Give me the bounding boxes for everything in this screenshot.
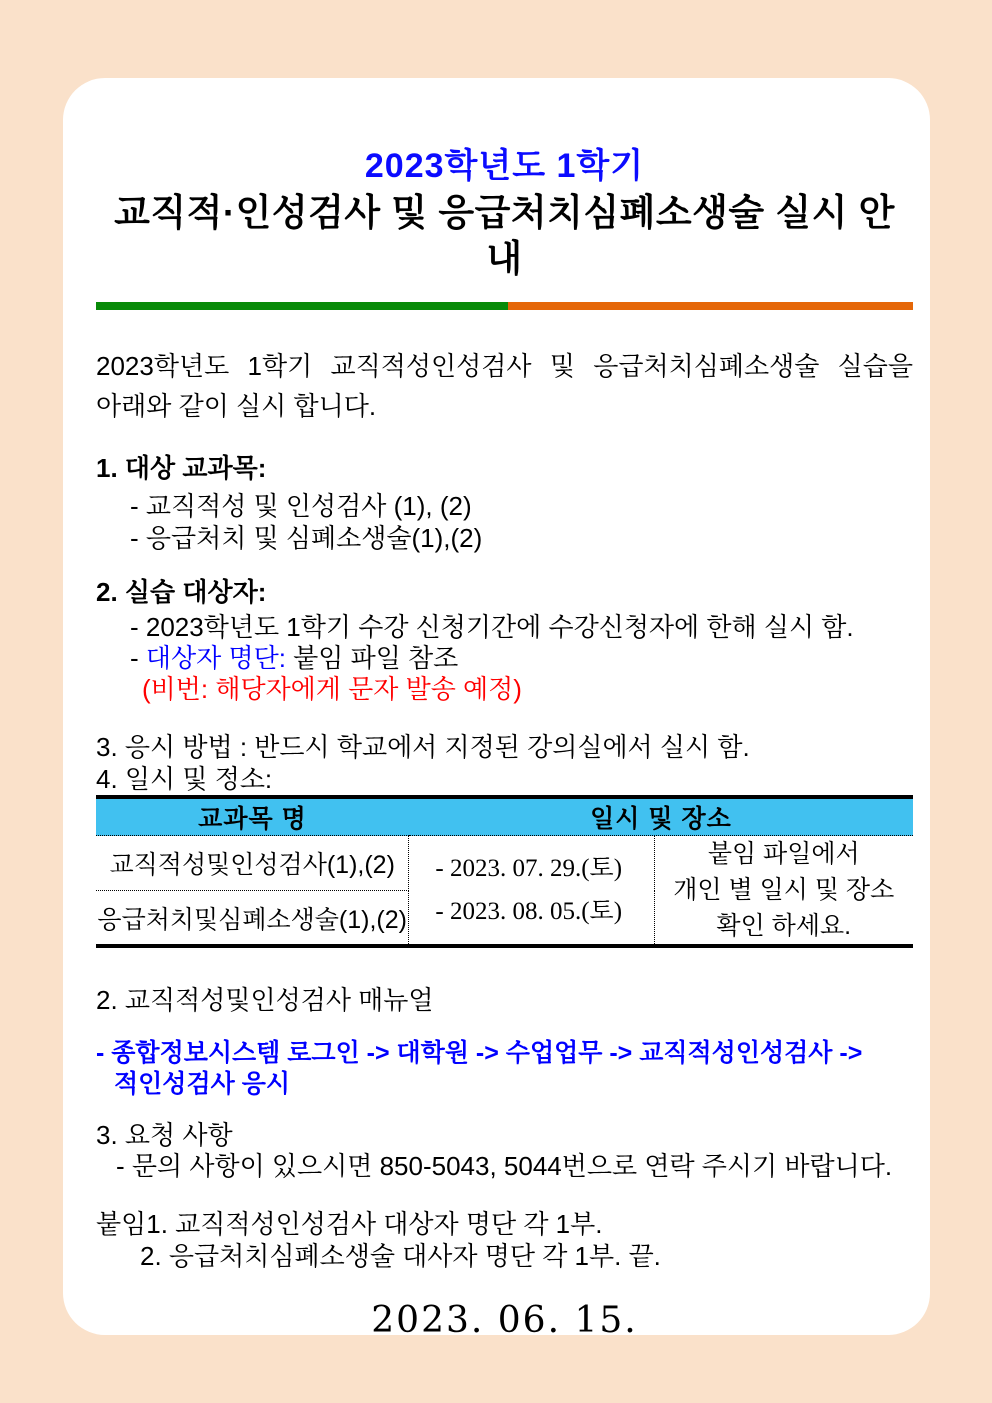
section1-item-1: - 교직적성 및 인성검사 (1), (2) bbox=[130, 491, 472, 521]
page-title-line2: 교직적·인성검사 및 응급처치심폐소생술 실시 안내 bbox=[114, 192, 895, 279]
issue-date: 2023. 06. 15. bbox=[371, 1300, 638, 1341]
request-heading: 3. 요청 사항 bbox=[96, 1120, 233, 1150]
divider-green-segment bbox=[96, 302, 508, 310]
manual-heading: 2. 교직적성및인성검사 매뉴얼 bbox=[96, 985, 434, 1015]
section2-list bbox=[96, 612, 913, 705]
request-item: - 문의 사항이 있으시면 850-5043, 5044번으로 연락 주시기 바랍니다. bbox=[116, 1151, 893, 1181]
section1-heading: 1. 대상 교과목: bbox=[96, 453, 267, 483]
intro-paragraph bbox=[96, 346, 913, 426]
note-line-2: 개인 별 일시 및 장소 bbox=[673, 876, 895, 904]
divider-orange-segment bbox=[508, 302, 913, 310]
nav-path-line-2: 적인성검사 응시 bbox=[114, 1070, 290, 1098]
dates-cell bbox=[409, 836, 654, 947]
schedule-table bbox=[96, 795, 913, 948]
section1-list bbox=[96, 490, 913, 554]
note-line-3: 확인 하세요. bbox=[716, 912, 852, 940]
manual-nav-path bbox=[96, 1038, 913, 1100]
section2-heading: 2. 실습 대상자: bbox=[96, 577, 267, 607]
section2-item-3-note: (비번: 해당자에게 문자 발송 예정) bbox=[142, 674, 522, 704]
notice-content bbox=[63, 146, 930, 1342]
nav-path-line-1: - 종합정보시스템 로그인 -> 대학원 -> 수업업무 -> 교직적성인성검사 -> bbox=[96, 1039, 863, 1067]
table-header-schedule: 일시 및 장소 bbox=[409, 797, 913, 836]
date-line-2: - 2023. 08. 05.(토) bbox=[435, 898, 623, 925]
note-line-1: 붙임 파일에서 bbox=[707, 840, 860, 868]
subject-cell-2: 응급처치및심폐소생술(1),(2) bbox=[96, 891, 409, 946]
attachment-line-1: 붙임1. 교직적성인성검사 대상자 명단 각 1부. bbox=[96, 1209, 603, 1239]
table-header-subject: 교과목 명 bbox=[96, 797, 409, 836]
subject-cell-1: 교직적성및인성검사(1),(2) bbox=[96, 836, 409, 891]
note-cell bbox=[654, 836, 913, 947]
table-row-1 bbox=[96, 836, 913, 891]
section2-item-2 bbox=[96, 643, 913, 674]
notice-card bbox=[63, 78, 930, 1341]
title-divider bbox=[96, 302, 913, 310]
attachment-line-2: 2. 응급처치심폐소생술 대사자 명단 각 1부. 끝. bbox=[140, 1241, 661, 1271]
date-line-1: - 2023. 07. 29.(토) bbox=[435, 855, 623, 882]
section3-line: 3. 응시 방법 : 반드시 학교에서 지정된 강의실에서 실시 함. bbox=[96, 732, 750, 762]
section1-item-2: - 응급처치 및 심폐소생술(1),(2) bbox=[130, 523, 483, 553]
intro-line-1: 2023학년도 1학기 교직적성인성검사 및 응급처치심폐소생술 실습을 bbox=[96, 351, 913, 381]
section2-item-1: - 2023학년도 1학기 수강 신청기간에 수강신청자에 한해 실시 함. bbox=[130, 612, 854, 642]
table-header-row bbox=[96, 797, 913, 836]
attachments bbox=[96, 1208, 913, 1272]
page-title-line1: 2023학년도 1학기 bbox=[364, 147, 645, 185]
section2-item-2-highlight: 대상자 명단: bbox=[145, 643, 286, 673]
section2-item-2-rest: 붙임 파일 참조 bbox=[285, 643, 459, 673]
section4-line: 4. 일시 및 정소: bbox=[96, 764, 273, 794]
section2-item-2-dash: - bbox=[130, 643, 146, 673]
intro-line-2: 아래와 같이 실시 합니다. bbox=[96, 391, 377, 421]
